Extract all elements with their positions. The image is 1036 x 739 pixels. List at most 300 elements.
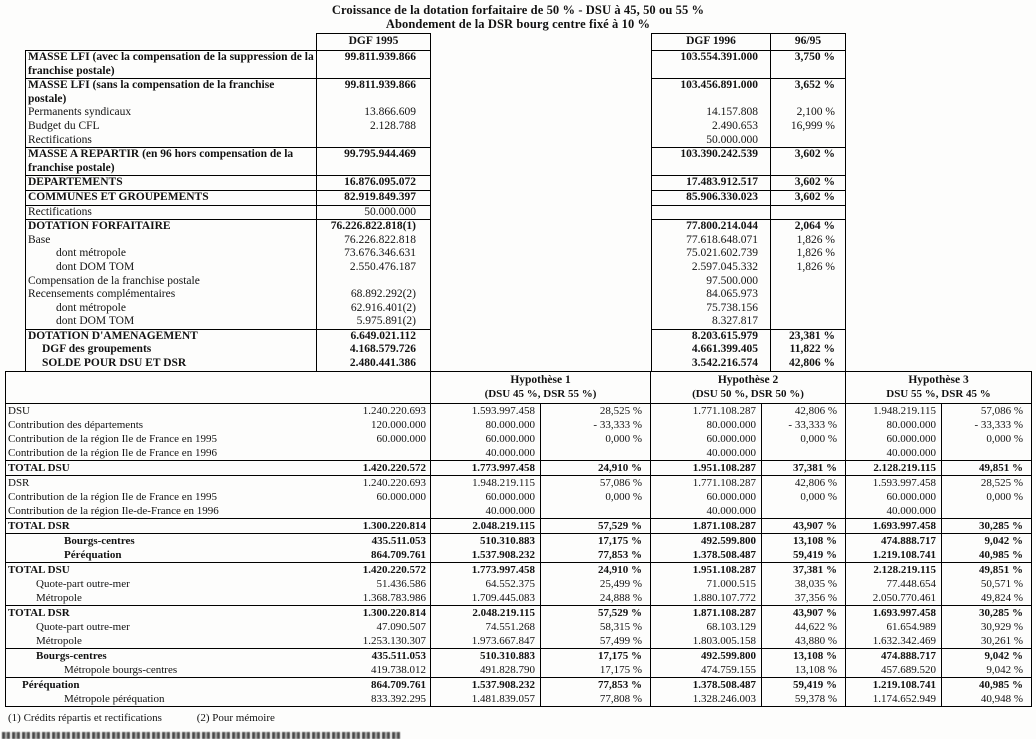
gap-cell (431, 176, 652, 191)
table-row (6, 490, 1032, 504)
cell-ratio-96-95: 1,826 % (771, 247, 846, 261)
cell-dgf-1996: 75.021.602.739 (652, 247, 771, 261)
cell-hyp3-pct: 9,042 % (942, 533, 1032, 548)
row-label: Métropole (6, 591, 317, 606)
cell-ratio-96-95 (771, 275, 846, 289)
cell-dgf-1995 (317, 275, 431, 289)
cell-hyp2-pct: 44,622 % (762, 620, 846, 634)
row-label: DGF des groupements (26, 343, 317, 357)
cell-dgf-1995: 62.916.401(2) (317, 302, 431, 316)
table-row (26, 357, 846, 371)
cell-dgf-1995: 76.226.822.818 (317, 234, 431, 248)
cell-ratio-96-95 (771, 302, 846, 316)
table-row (6, 504, 1032, 519)
cell-dgf-1996: 85.906.330.023 (652, 190, 771, 205)
gap-cell (431, 79, 652, 107)
cell-hyp2-value: 40.000.000 (651, 504, 762, 519)
cell-hyp3-value: 474.888.717 (846, 533, 942, 548)
cell-ratio-96-95: 1,826 % (771, 261, 846, 275)
row-label: DOTATION D'AMENAGEMENT (26, 329, 317, 343)
cell-hyp2-pct: 13,108 % (762, 648, 846, 663)
cell-hyp3-value: 40.000.000 (846, 446, 942, 461)
cell-hyp2-pct: 42,806 % (762, 403, 846, 418)
cell-hyp3-value: 1.174.652.949 (846, 692, 942, 707)
table-row (26, 51, 846, 79)
cell-hyp3-value: 1.693.997.458 (846, 518, 942, 533)
cell-ratio-96-95: 23,381 % (771, 329, 846, 343)
cell-dgf-1996: 103.456.891.000 (652, 79, 771, 107)
gap-cell (431, 343, 652, 357)
cell-hyp2-pct: 42,806 % (762, 475, 846, 490)
cell-hyp1-value: 60.000.000 (431, 490, 541, 504)
cell-hyp3-pct (942, 446, 1032, 461)
cell-base-1995: 1.420.220.572 (317, 460, 431, 475)
hypothesis-3-subtitle: DSU 55 %, DSR 45 % (886, 387, 991, 400)
row-label: Bourgs-centres (6, 533, 317, 548)
cell-ratio-96-95: 3,750 % (771, 51, 846, 79)
cell-hyp2-pct: - 33,333 % (762, 418, 846, 432)
table-row (26, 275, 846, 289)
cell-dgf-1995: 13.866.609 (317, 106, 431, 120)
cell-hyp3-value: 60.000.000 (846, 490, 942, 504)
row-label: Péréquation (6, 548, 317, 563)
cell-hyp2-pct: 37,356 % (762, 591, 846, 606)
hypothesis-1-subtitle: (DSU 45 %, DSR 55 %) (484, 387, 597, 400)
cell-hyp2-pct: 43,907 % (762, 605, 846, 620)
cell-hyp1-value: 1.973.667.847 (431, 634, 541, 649)
cell-hyp2-value: 1.871.108.287 (651, 518, 762, 533)
footnote-1: (1) Crédits répartis et rectifications (8, 711, 162, 724)
cell-hyp3-pct: 57,086 % (942, 403, 1032, 418)
cell-hyp2-value: 60.000.000 (651, 490, 762, 504)
gap-cell (431, 357, 652, 371)
cell-dgf-1995: 6.649.021.112 (317, 329, 431, 343)
col-header-dgf-1995: DGF 1995 (317, 34, 431, 51)
cell-hyp2-value: 1.378.508.487 (651, 677, 762, 692)
cell-base-1995: 419.738.012 (317, 663, 431, 678)
cell-hyp2-pct: 38,035 % (762, 577, 846, 591)
cell-hyp2-value: 71.000.515 (651, 577, 762, 591)
cell-hyp1-pct: 58,315 % (541, 620, 651, 634)
cell-hyp3-pct: 40,948 % (942, 692, 1032, 707)
table-row (6, 460, 1032, 475)
hypothesis-3-title: Hypothèse 3 (908, 373, 969, 386)
table-row (6, 418, 1032, 432)
hypothesis-2-subtitle: (DSU 50 %, DSR 50 %) (692, 387, 804, 400)
table-row (26, 205, 846, 220)
cell-dgf-1996: 97.500.000 (652, 275, 771, 289)
cell-hyp1-value: 60.000.000 (431, 432, 541, 446)
cell-hyp1-value: 40.000.000 (431, 446, 541, 461)
table-row (6, 648, 1032, 663)
dgf-comparison-table (25, 33, 846, 371)
cell-ratio-96-95: 3,602 % (771, 190, 846, 205)
cell-hyp3-value: 474.888.717 (846, 648, 942, 663)
cell-hyp2-pct: 43,907 % (762, 518, 846, 533)
row-label: dont DOM TOM (26, 315, 317, 329)
cell-hyp1-pct: 57,529 % (541, 605, 651, 620)
table-row (6, 591, 1032, 606)
cell-hyp1-value: 2.048.219.115 (431, 605, 541, 620)
cell-dgf-1996: 103.390.242.539 (652, 148, 771, 176)
row-label: Rectifications (26, 134, 317, 148)
table-row (26, 288, 846, 302)
cell-hyp1-pct: - 33,333 % (541, 418, 651, 432)
cell-dgf-1995: 2.480.441.386 (317, 357, 431, 371)
cell-ratio-96-95 (771, 288, 846, 302)
cell-hyp2-pct: 59,419 % (762, 677, 846, 692)
cell-base-1995: 833.392.295 (317, 692, 431, 707)
cell-base-1995: 1.240.220.693 (317, 403, 431, 418)
cell-base-1995: 435.511.053 (317, 533, 431, 548)
gap-cell (431, 302, 652, 316)
table-row (6, 403, 1032, 418)
cell-hyp2-pct: 43,880 % (762, 634, 846, 649)
table-row (6, 634, 1032, 649)
table-row (26, 315, 846, 329)
cell-hyp2-value: 1.328.246.003 (651, 692, 762, 707)
cell-hyp1-value: 510.310.883 (431, 648, 541, 663)
cell-hyp2-value: 1.803.005.158 (651, 634, 762, 649)
cell-ratio-96-95 (771, 134, 846, 148)
cell-hyp3-pct: 49,824 % (942, 591, 1032, 606)
cell-hyp2-value: 1.951.108.287 (651, 460, 762, 475)
row-label: Compensation de la franchise postale (26, 275, 317, 289)
cell-hyp2-pct: 13,108 % (762, 533, 846, 548)
table-row (26, 106, 846, 120)
cell-hyp1-value: 40.000.000 (431, 504, 541, 519)
cell-hyp1-pct: 24,888 % (541, 591, 651, 606)
row-label: Contribution de la région Ile-de-France en 1996 (6, 504, 317, 519)
cell-hyp2-pct: 0,000 % (762, 432, 846, 446)
gap-cell (431, 120, 652, 134)
cell-base-1995: 1.368.783.986 (317, 591, 431, 606)
cell-hyp1-value: 1.709.445.083 (431, 591, 541, 606)
cell-hyp2-pct (762, 504, 846, 519)
cell-hyp1-value: 510.310.883 (431, 533, 541, 548)
table-row (26, 134, 846, 148)
col-header-hypothesis-2 (651, 371, 846, 403)
gap-cell (431, 275, 652, 289)
row-label: Recensements complémentaires (26, 288, 317, 302)
cell-hyp2-value: 1.880.107.772 (651, 591, 762, 606)
row-label: DSR (6, 475, 317, 490)
cell-hyp2-value: 492.599.800 (651, 533, 762, 548)
cell-hyp3-value: 1.219.108.741 (846, 548, 942, 563)
cell-hyp3-pct: 30,285 % (942, 518, 1032, 533)
table-row (26, 148, 846, 176)
cell-hyp2-value: 1.771.108.287 (651, 403, 762, 418)
row-label: DEPARTEMENTS (26, 176, 317, 191)
row-label: MASSE A REPARTIR (en 96 hors compensation de la franchise postale) (26, 148, 317, 176)
cell-dgf-1995: 16.876.095.072 (317, 176, 431, 191)
cell-hyp3-value: 2.128.219.115 (846, 562, 942, 577)
row-label: Péréquation (6, 677, 317, 692)
cell-hyp1-pct: 57,086 % (541, 475, 651, 490)
cell-hyp1-value: 74.551.268 (431, 620, 541, 634)
table-row (26, 247, 846, 261)
gap-cell (431, 315, 652, 329)
table-row (6, 677, 1032, 692)
row-label: Rectifications (26, 205, 317, 220)
table-row (26, 343, 846, 357)
cell-dgf-1996: 103.554.391.000 (652, 51, 771, 79)
cell-hyp3-value: 1.219.108.741 (846, 677, 942, 692)
table-row (6, 562, 1032, 577)
cell-hyp3-pct: 0,000 % (942, 490, 1032, 504)
col-header-ratio-96-95: 96/95 (771, 34, 846, 51)
table-row (26, 329, 846, 343)
cell-hyp3-pct: 9,042 % (942, 663, 1032, 678)
header-spacer (26, 34, 317, 51)
cell-hyp1-value: 64.552.375 (431, 577, 541, 591)
cell-hyp3-pct: 28,525 % (942, 475, 1032, 490)
cell-hyp1-value: 1.537.908.232 (431, 548, 541, 563)
hypothesis-table (5, 371, 1032, 707)
cell-ratio-96-95: 2,100 % (771, 106, 846, 120)
cell-dgf-1996: 4.661.399.405 (652, 343, 771, 357)
hypothesis-table-body (6, 403, 1032, 706)
cell-hyp1-value: 1.773.997.458 (431, 562, 541, 577)
table-row (6, 548, 1032, 563)
cell-hyp3-value: 40.000.000 (846, 504, 942, 519)
cell-dgf-1995: 5.975.891(2) (317, 315, 431, 329)
cell-ratio-96-95: 2,064 % (771, 220, 846, 234)
cell-dgf-1995: 2.550.476.187 (317, 261, 431, 275)
cell-ratio-96-95: 11,822 % (771, 343, 846, 357)
cell-hyp2-pct: 37,381 % (762, 562, 846, 577)
gap-cell (431, 51, 652, 79)
cell-base-1995: 47.090.507 (317, 620, 431, 634)
hypothesis-header-row (6, 371, 1032, 403)
cell-hyp2-pct: 13,108 % (762, 663, 846, 678)
cell-dgf-1996: 84.065.973 (652, 288, 771, 302)
cell-dgf-1995: 4.168.579.726 (317, 343, 431, 357)
cell-hyp3-value: 1.693.997.458 (846, 605, 942, 620)
gap-cell (431, 205, 652, 220)
cell-dgf-1995: 99.811.939.866 (317, 51, 431, 79)
gap-cell (431, 261, 652, 275)
cell-hyp1-value: 1.593.997.458 (431, 403, 541, 418)
cell-dgf-1996: 17.483.912.517 (652, 176, 771, 191)
cell-ratio-96-95: 3,602 % (771, 148, 846, 176)
cell-hyp1-pct: 77,853 % (541, 677, 651, 692)
cell-hyp1-value: 2.048.219.115 (431, 518, 541, 533)
cell-hyp3-pct: 30,285 % (942, 605, 1032, 620)
cell-base-1995: 1.253.130.307 (317, 634, 431, 649)
cell-hyp3-value: 77.448.654 (846, 577, 942, 591)
table-row (26, 261, 846, 275)
cell-base-1995: 60.000.000 (317, 490, 431, 504)
cell-hyp1-pct: 77,853 % (541, 548, 651, 563)
table-row (26, 234, 846, 248)
cell-dgf-1995: 99.795.944.469 (317, 148, 431, 176)
row-label: TOTAL DSU (6, 562, 317, 577)
cell-hyp1-pct (541, 446, 651, 461)
cell-hyp2-value: 1.378.508.487 (651, 548, 762, 563)
cell-hyp1-value: 1.537.908.232 (431, 677, 541, 692)
table-row (6, 620, 1032, 634)
cell-hyp1-value: 1.481.839.057 (431, 692, 541, 707)
cell-hyp2-pct: 37,381 % (762, 460, 846, 475)
table-row (26, 176, 846, 191)
table-row (6, 692, 1032, 707)
cell-dgf-1996: 77.618.648.071 (652, 234, 771, 248)
cell-hyp3-value: 2.050.770.461 (846, 591, 942, 606)
cell-hyp2-value: 1.871.108.287 (651, 605, 762, 620)
row-label: TOTAL DSU (6, 460, 317, 475)
cell-base-1995: 1.300.220.814 (317, 518, 431, 533)
cell-hyp1-value: 1.773.997.458 (431, 460, 541, 475)
cell-dgf-1996: 50.000.000 (652, 134, 771, 148)
cell-base-1995 (317, 446, 431, 461)
cell-dgf-1996 (652, 205, 771, 220)
hypothesis-header-spacer (6, 371, 431, 403)
cell-hyp2-value: 80.000.000 (651, 418, 762, 432)
cell-hyp3-value: 457.689.520 (846, 663, 942, 678)
table-row (26, 302, 846, 316)
cell-dgf-1995: 2.128.788 (317, 120, 431, 134)
cell-ratio-96-95 (771, 205, 846, 220)
cell-hyp2-value: 1.771.108.287 (651, 475, 762, 490)
cell-ratio-96-95: 3,652 % (771, 79, 846, 107)
cell-hyp1-pct: 17,175 % (541, 648, 651, 663)
cell-dgf-1995: 76.226.822.818(1) (317, 220, 431, 234)
row-label: COMMUNES ET GROUPEMENTS (26, 190, 317, 205)
cell-hyp1-pct (541, 504, 651, 519)
cell-base-1995: 435.511.053 (317, 648, 431, 663)
cell-base-1995: 1.240.220.693 (317, 475, 431, 490)
row-label: Contribution de la région Ile de France en 1995 (6, 432, 317, 446)
scan-artifact-smudge (2, 732, 400, 739)
cell-ratio-96-95 (771, 315, 846, 329)
cell-hyp3-value: 1.593.997.458 (846, 475, 942, 490)
cell-dgf-1995: 99.811.939.866 (317, 79, 431, 107)
cell-hyp3-pct: 30,929 % (942, 620, 1032, 634)
row-label: Métropole (6, 634, 317, 649)
gap-cell (431, 329, 652, 343)
cell-hyp3-pct: 49,851 % (942, 460, 1032, 475)
cell-hyp3-value: 2.128.219.115 (846, 460, 942, 475)
top-table-header-row (26, 34, 846, 51)
row-label: Contribution de la région Ile de France en 1996 (6, 446, 317, 461)
cell-hyp2-value: 40.000.000 (651, 446, 762, 461)
cell-ratio-96-95: 16,999 % (771, 120, 846, 134)
gap-cell (431, 288, 652, 302)
cell-hyp1-pct: 24,910 % (541, 562, 651, 577)
gap-cell (431, 106, 652, 120)
cell-base-1995: 120.000.000 (317, 418, 431, 432)
cell-ratio-96-95: 42,806 % (771, 357, 846, 371)
cell-hyp2-value: 492.599.800 (651, 648, 762, 663)
cell-base-1995: 864.709.761 (317, 677, 431, 692)
cell-hyp2-value: 60.000.000 (651, 432, 762, 446)
cell-base-1995: 60.000.000 (317, 432, 431, 446)
cell-hyp3-pct: 49,851 % (942, 562, 1032, 577)
cell-dgf-1996: 14.157.808 (652, 106, 771, 120)
cell-hyp3-value: 1.632.342.469 (846, 634, 942, 649)
col-header-dgf-1996: DGF 1996 (652, 34, 771, 51)
row-label: Bourgs-centres (6, 648, 317, 663)
cell-hyp1-value: 1.948.219.115 (431, 475, 541, 490)
cell-hyp2-value: 474.759.155 (651, 663, 762, 678)
cell-hyp2-pct (762, 446, 846, 461)
cell-hyp3-pct: 0,000 % (942, 432, 1032, 446)
cell-base-1995: 1.420.220.572 (317, 562, 431, 577)
cell-hyp1-pct: 57,499 % (541, 634, 651, 649)
table-row (6, 605, 1032, 620)
cell-dgf-1996: 8.203.615.979 (652, 329, 771, 343)
cell-dgf-1995 (317, 134, 431, 148)
gap-cell (431, 220, 652, 234)
row-label: dont métropole (26, 247, 317, 261)
cell-hyp3-pct (942, 504, 1032, 519)
cell-hyp3-pct: 40,985 % (942, 548, 1032, 563)
cell-hyp1-pct: 0,000 % (541, 490, 651, 504)
hypothesis-2-title: Hypothèse 2 (717, 373, 779, 386)
cell-hyp1-pct: 25,499 % (541, 577, 651, 591)
cell-ratio-96-95: 1,826 % (771, 234, 846, 248)
cell-hyp1-pct: 24,910 % (541, 460, 651, 475)
footnotes (8, 712, 1036, 725)
table-row (6, 518, 1032, 533)
cell-base-1995: 864.709.761 (317, 548, 431, 563)
cell-hyp3-pct: 30,261 % (942, 634, 1032, 649)
table-row (6, 432, 1032, 446)
gap-cell (431, 247, 652, 261)
title-line-1: Croissance de la dotation forfaitaire de 50 % - DSU à 45, 50 ou 55 % (331, 3, 705, 17)
cell-hyp3-pct: 40,985 % (942, 677, 1032, 692)
cell-hyp2-pct: 59,378 % (762, 692, 846, 707)
hypothesis-1-title: Hypothèse 1 (510, 373, 571, 386)
cell-hyp1-value: 491.828.790 (431, 663, 541, 678)
cell-hyp2-value: 1.951.108.287 (651, 562, 762, 577)
cell-hyp1-value: 80.000.000 (431, 418, 541, 432)
cell-ratio-96-95: 3,602 % (771, 176, 846, 191)
cell-dgf-1996: 75.738.156 (652, 302, 771, 316)
cell-dgf-1996: 8.327.817 (652, 315, 771, 329)
cell-hyp2-pct: 59,419 % (762, 548, 846, 563)
row-label: DSU (6, 403, 317, 418)
table-row (6, 446, 1032, 461)
header-gap (431, 34, 652, 51)
row-label: Budget du CFL (26, 120, 317, 134)
cell-dgf-1996: 2.597.045.332 (652, 261, 771, 275)
table-row (6, 577, 1032, 591)
footnote-2: (2) Pour mémoire (196, 711, 275, 724)
cell-hyp2-value: 68.103.129 (651, 620, 762, 634)
cell-dgf-1996: 2.490.653 (652, 120, 771, 134)
title-line-2: Abondement de la DSR bourg centre fixé à 10 % (385, 17, 651, 31)
cell-hyp3-pct: 9,042 % (942, 648, 1032, 663)
cell-hyp1-pct: 17,175 % (541, 663, 651, 678)
table-row (26, 120, 846, 134)
row-label: TOTAL DSR (6, 518, 317, 533)
table-row (26, 190, 846, 205)
cell-hyp1-pct: 77,808 % (541, 692, 651, 707)
cell-dgf-1995: 68.892.292(2) (317, 288, 431, 302)
row-label: SOLDE POUR DSU ET DSR (26, 357, 317, 371)
cell-base-1995: 51.436.586 (317, 577, 431, 591)
table-row (26, 220, 846, 234)
gap-cell (431, 148, 652, 176)
cell-hyp1-pct: 57,529 % (541, 518, 651, 533)
row-label: DOTATION FORFAITAIRE (26, 220, 317, 234)
row-label: Contribution des départements (6, 418, 317, 432)
cell-hyp1-pct: 28,525 % (541, 403, 651, 418)
document-title (0, 0, 1036, 31)
row-label: Métropole péréquation (6, 692, 317, 707)
